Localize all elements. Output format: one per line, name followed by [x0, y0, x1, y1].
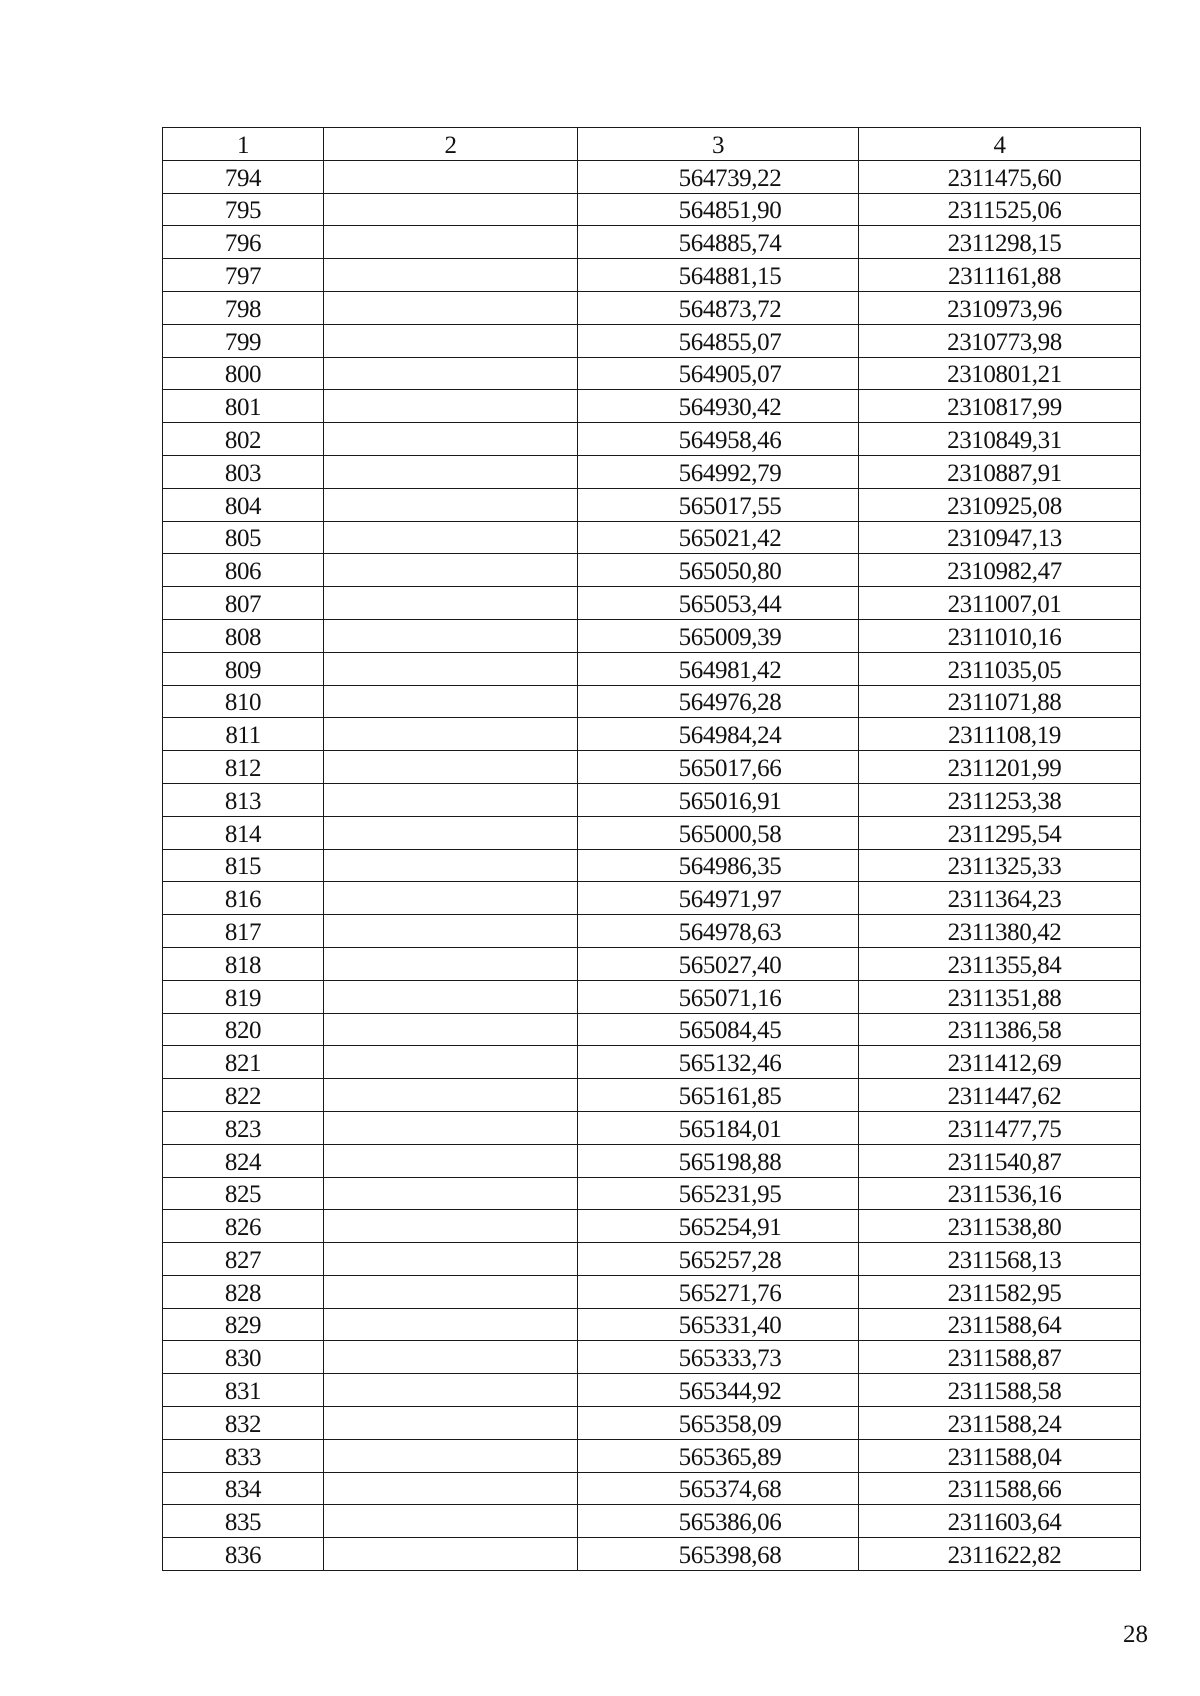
- x-coordinate-cell: 565374,68: [578, 1472, 859, 1505]
- point-number-cell: 827: [163, 1243, 324, 1276]
- y-coordinate-cell: 2310887,91: [859, 455, 1141, 488]
- x-coordinate-cell: 565000,58: [578, 816, 859, 849]
- x-coordinate-cell: 564873,72: [578, 291, 859, 324]
- empty-cell: [324, 718, 578, 751]
- empty-cell: [324, 488, 578, 521]
- x-coordinate-cell: 564992,79: [578, 455, 859, 488]
- point-number-cell: 830: [163, 1341, 324, 1374]
- x-coordinate-cell: 564986,35: [578, 849, 859, 882]
- y-coordinate-cell: 2311010,16: [859, 619, 1141, 652]
- y-coordinate-cell: 2311355,84: [859, 947, 1141, 980]
- empty-cell: [324, 324, 578, 357]
- table-row: [163, 1275, 1141, 1308]
- table-row: [163, 1308, 1141, 1341]
- table-row: [163, 718, 1141, 751]
- column-header-1: 1: [163, 128, 324, 161]
- x-coordinate-cell: 565254,91: [578, 1210, 859, 1243]
- column-header-2: 2: [324, 128, 578, 161]
- empty-cell: [324, 619, 578, 652]
- y-coordinate-cell: 2311325,33: [859, 849, 1141, 882]
- empty-cell: [324, 160, 578, 193]
- empty-cell: [324, 947, 578, 980]
- empty-cell: [324, 1472, 578, 1505]
- empty-cell: [324, 291, 578, 324]
- y-coordinate-cell: 2310973,96: [859, 291, 1141, 324]
- x-coordinate-cell: 565017,66: [578, 751, 859, 784]
- point-number-cell: 819: [163, 980, 324, 1013]
- y-coordinate-cell: 2310947,13: [859, 521, 1141, 554]
- point-number-cell: 805: [163, 521, 324, 554]
- point-number-cell: 806: [163, 554, 324, 587]
- empty-cell: [324, 455, 578, 488]
- x-coordinate-cell: 565398,68: [578, 1538, 859, 1571]
- table-row: [163, 1111, 1141, 1144]
- point-number-cell: 814: [163, 816, 324, 849]
- y-coordinate-cell: 2311412,69: [859, 1046, 1141, 1079]
- y-coordinate-cell: 2310817,99: [859, 390, 1141, 423]
- table-row: [163, 915, 1141, 948]
- empty-cell: [324, 193, 578, 226]
- point-number-cell: 804: [163, 488, 324, 521]
- x-coordinate-cell: 564981,42: [578, 652, 859, 685]
- y-coordinate-cell: 2311071,88: [859, 685, 1141, 718]
- y-coordinate-cell: 2311380,42: [859, 915, 1141, 948]
- point-number-cell: 813: [163, 783, 324, 816]
- header-row: [163, 128, 1141, 161]
- x-coordinate-cell: 565333,73: [578, 1341, 859, 1374]
- point-number-cell: 797: [163, 259, 324, 292]
- point-number-cell: 815: [163, 849, 324, 882]
- table-row: [163, 1341, 1141, 1374]
- y-coordinate-cell: 2311538,80: [859, 1210, 1141, 1243]
- x-coordinate-cell: 565198,88: [578, 1144, 859, 1177]
- y-coordinate-cell: 2311364,23: [859, 882, 1141, 915]
- point-number-cell: 824: [163, 1144, 324, 1177]
- point-number-cell: 836: [163, 1538, 324, 1571]
- y-coordinate-cell: 2311588,66: [859, 1472, 1141, 1505]
- x-coordinate-cell: 565365,89: [578, 1439, 859, 1472]
- x-coordinate-cell: 565084,45: [578, 1013, 859, 1046]
- point-number-cell: 811: [163, 718, 324, 751]
- y-coordinate-cell: 2311588,87: [859, 1341, 1141, 1374]
- point-number-cell: 835: [163, 1505, 324, 1538]
- point-number-cell: 834: [163, 1472, 324, 1505]
- point-number-cell: 802: [163, 423, 324, 456]
- empty-cell: [324, 357, 578, 390]
- y-coordinate-cell: 2311253,38: [859, 783, 1141, 816]
- point-number-cell: 826: [163, 1210, 324, 1243]
- x-coordinate-cell: 565132,46: [578, 1046, 859, 1079]
- empty-cell: [324, 1111, 578, 1144]
- x-coordinate-cell: 565257,28: [578, 1243, 859, 1276]
- y-coordinate-cell: 2311298,15: [859, 226, 1141, 259]
- empty-cell: [324, 1407, 578, 1440]
- x-coordinate-cell: 564855,07: [578, 324, 859, 357]
- y-coordinate-cell: 2311035,05: [859, 652, 1141, 685]
- point-number-cell: 807: [163, 587, 324, 620]
- empty-cell: [324, 1374, 578, 1407]
- x-coordinate-cell: 564739,22: [578, 160, 859, 193]
- x-coordinate-cell: 564905,07: [578, 357, 859, 390]
- x-coordinate-cell: 565027,40: [578, 947, 859, 980]
- y-coordinate-cell: 2311351,88: [859, 980, 1141, 1013]
- y-coordinate-cell: 2311525,06: [859, 193, 1141, 226]
- point-number-cell: 821: [163, 1046, 324, 1079]
- table-row: [163, 1079, 1141, 1112]
- empty-cell: [324, 685, 578, 718]
- empty-cell: [324, 521, 578, 554]
- point-number-cell: 799: [163, 324, 324, 357]
- y-coordinate-cell: 2311622,82: [859, 1538, 1141, 1571]
- table-row: [163, 1472, 1141, 1505]
- table-row: [163, 1538, 1141, 1571]
- point-number-cell: 809: [163, 652, 324, 685]
- y-coordinate-cell: 2311588,24: [859, 1407, 1141, 1440]
- empty-cell: [324, 915, 578, 948]
- table-row: [163, 226, 1141, 259]
- point-number-cell: 808: [163, 619, 324, 652]
- column-header-3: 3: [578, 128, 859, 161]
- y-coordinate-cell: 2311295,54: [859, 816, 1141, 849]
- table-row: [163, 193, 1141, 226]
- empty-cell: [324, 1275, 578, 1308]
- table-row: [163, 291, 1141, 324]
- point-number-cell: 816: [163, 882, 324, 915]
- y-coordinate-cell: 2311007,01: [859, 587, 1141, 620]
- empty-cell: [324, 226, 578, 259]
- table-row: [163, 751, 1141, 784]
- table-row: [163, 1243, 1141, 1276]
- empty-cell: [324, 1144, 578, 1177]
- point-number-cell: 831: [163, 1374, 324, 1407]
- coordinates-table: [162, 127, 1141, 1571]
- table-row: [163, 423, 1141, 456]
- point-number-cell: 820: [163, 1013, 324, 1046]
- table-row: [163, 1013, 1141, 1046]
- x-coordinate-cell: 564881,15: [578, 259, 859, 292]
- y-coordinate-cell: 2310801,21: [859, 357, 1141, 390]
- table-row: [163, 488, 1141, 521]
- table-row: [163, 619, 1141, 652]
- empty-cell: [324, 259, 578, 292]
- empty-cell: [324, 1439, 578, 1472]
- table-row: [163, 357, 1141, 390]
- x-coordinate-cell: 565344,92: [578, 1374, 859, 1407]
- x-coordinate-cell: 564851,90: [578, 193, 859, 226]
- y-coordinate-cell: 2311475,60: [859, 160, 1141, 193]
- x-coordinate-cell: 565358,09: [578, 1407, 859, 1440]
- x-coordinate-cell: 564885,74: [578, 226, 859, 259]
- table-header: [163, 128, 1141, 161]
- y-coordinate-cell: 2310849,31: [859, 423, 1141, 456]
- empty-cell: [324, 1046, 578, 1079]
- table-row: [163, 455, 1141, 488]
- point-number-cell: 825: [163, 1177, 324, 1210]
- table-row: [163, 554, 1141, 587]
- table-row: [163, 652, 1141, 685]
- point-number-cell: 818: [163, 947, 324, 980]
- table-row: [163, 1144, 1141, 1177]
- point-number-cell: 794: [163, 160, 324, 193]
- empty-cell: [324, 849, 578, 882]
- empty-cell: [324, 390, 578, 423]
- y-coordinate-cell: 2311386,58: [859, 1013, 1141, 1046]
- table-row: [163, 849, 1141, 882]
- point-number-cell: 823: [163, 1111, 324, 1144]
- y-coordinate-cell: 2311108,19: [859, 718, 1141, 751]
- table-row: [163, 1046, 1141, 1079]
- point-number-cell: 795: [163, 193, 324, 226]
- table-body: [163, 160, 1141, 1570]
- table-row: [163, 1505, 1141, 1538]
- y-coordinate-cell: 2311588,04: [859, 1439, 1141, 1472]
- x-coordinate-cell: 564976,28: [578, 685, 859, 718]
- empty-cell: [324, 1243, 578, 1276]
- table-row: [163, 587, 1141, 620]
- y-coordinate-cell: 2311161,88: [859, 259, 1141, 292]
- y-coordinate-cell: 2311536,16: [859, 1177, 1141, 1210]
- point-number-cell: 829: [163, 1308, 324, 1341]
- empty-cell: [324, 751, 578, 784]
- x-coordinate-cell: 565053,44: [578, 587, 859, 620]
- x-coordinate-cell: 565016,91: [578, 783, 859, 816]
- y-coordinate-cell: 2311540,87: [859, 1144, 1141, 1177]
- table-row: [163, 1374, 1141, 1407]
- x-coordinate-cell: 565386,06: [578, 1505, 859, 1538]
- table-row: [163, 521, 1141, 554]
- x-coordinate-cell: 565161,85: [578, 1079, 859, 1112]
- y-coordinate-cell: 2311582,95: [859, 1275, 1141, 1308]
- empty-cell: [324, 783, 578, 816]
- x-coordinate-cell: 565021,42: [578, 521, 859, 554]
- y-coordinate-cell: 2311588,58: [859, 1374, 1141, 1407]
- table-row: [163, 324, 1141, 357]
- x-coordinate-cell: 565331,40: [578, 1308, 859, 1341]
- table-row: [163, 947, 1141, 980]
- empty-cell: [324, 1079, 578, 1112]
- point-number-cell: 810: [163, 685, 324, 718]
- y-coordinate-cell: 2311588,64: [859, 1308, 1141, 1341]
- page-number: 28: [1123, 1621, 1148, 1648]
- point-number-cell: 803: [163, 455, 324, 488]
- empty-cell: [324, 652, 578, 685]
- table-row: [163, 783, 1141, 816]
- x-coordinate-cell: 564984,24: [578, 718, 859, 751]
- table-row: [163, 816, 1141, 849]
- empty-cell: [324, 816, 578, 849]
- empty-cell: [324, 587, 578, 620]
- empty-cell: [324, 554, 578, 587]
- table-row: [163, 882, 1141, 915]
- column-header-4: 4: [859, 128, 1141, 161]
- x-coordinate-cell: 564971,97: [578, 882, 859, 915]
- point-number-cell: 832: [163, 1407, 324, 1440]
- point-number-cell: 800: [163, 357, 324, 390]
- empty-cell: [324, 882, 578, 915]
- empty-cell: [324, 1341, 578, 1374]
- x-coordinate-cell: 564958,46: [578, 423, 859, 456]
- y-coordinate-cell: 2311447,62: [859, 1079, 1141, 1112]
- x-coordinate-cell: 565017,55: [578, 488, 859, 521]
- point-number-cell: 817: [163, 915, 324, 948]
- table-row: [163, 160, 1141, 193]
- empty-cell: [324, 1210, 578, 1243]
- y-coordinate-cell: 2311603,64: [859, 1505, 1141, 1538]
- table-row: [163, 390, 1141, 423]
- table-row: [163, 1177, 1141, 1210]
- point-number-cell: 796: [163, 226, 324, 259]
- x-coordinate-cell: 565071,16: [578, 980, 859, 1013]
- point-number-cell: 801: [163, 390, 324, 423]
- x-coordinate-cell: 565009,39: [578, 619, 859, 652]
- table-row: [163, 1407, 1141, 1440]
- x-coordinate-cell: 565184,01: [578, 1111, 859, 1144]
- table-row: [163, 259, 1141, 292]
- x-coordinate-cell: 565050,80: [578, 554, 859, 587]
- y-coordinate-cell: 2310982,47: [859, 554, 1141, 587]
- x-coordinate-cell: 565231,95: [578, 1177, 859, 1210]
- x-coordinate-cell: 565271,76: [578, 1275, 859, 1308]
- y-coordinate-cell: 2310773,98: [859, 324, 1141, 357]
- table-row: [163, 685, 1141, 718]
- y-coordinate-cell: 2311477,75: [859, 1111, 1141, 1144]
- empty-cell: [324, 1013, 578, 1046]
- y-coordinate-cell: 2310925,08: [859, 488, 1141, 521]
- point-number-cell: 822: [163, 1079, 324, 1112]
- point-number-cell: 833: [163, 1439, 324, 1472]
- x-coordinate-cell: 564978,63: [578, 915, 859, 948]
- empty-cell: [324, 423, 578, 456]
- empty-cell: [324, 1308, 578, 1341]
- empty-cell: [324, 1505, 578, 1538]
- y-coordinate-cell: 2311568,13: [859, 1243, 1141, 1276]
- table-row: [163, 980, 1141, 1013]
- table-row: [163, 1439, 1141, 1472]
- empty-cell: [324, 1177, 578, 1210]
- point-number-cell: 828: [163, 1275, 324, 1308]
- empty-cell: [324, 980, 578, 1013]
- empty-cell: [324, 1538, 578, 1571]
- x-coordinate-cell: 564930,42: [578, 390, 859, 423]
- point-number-cell: 812: [163, 751, 324, 784]
- point-number-cell: 798: [163, 291, 324, 324]
- table-row: [163, 1210, 1141, 1243]
- y-coordinate-cell: 2311201,99: [859, 751, 1141, 784]
